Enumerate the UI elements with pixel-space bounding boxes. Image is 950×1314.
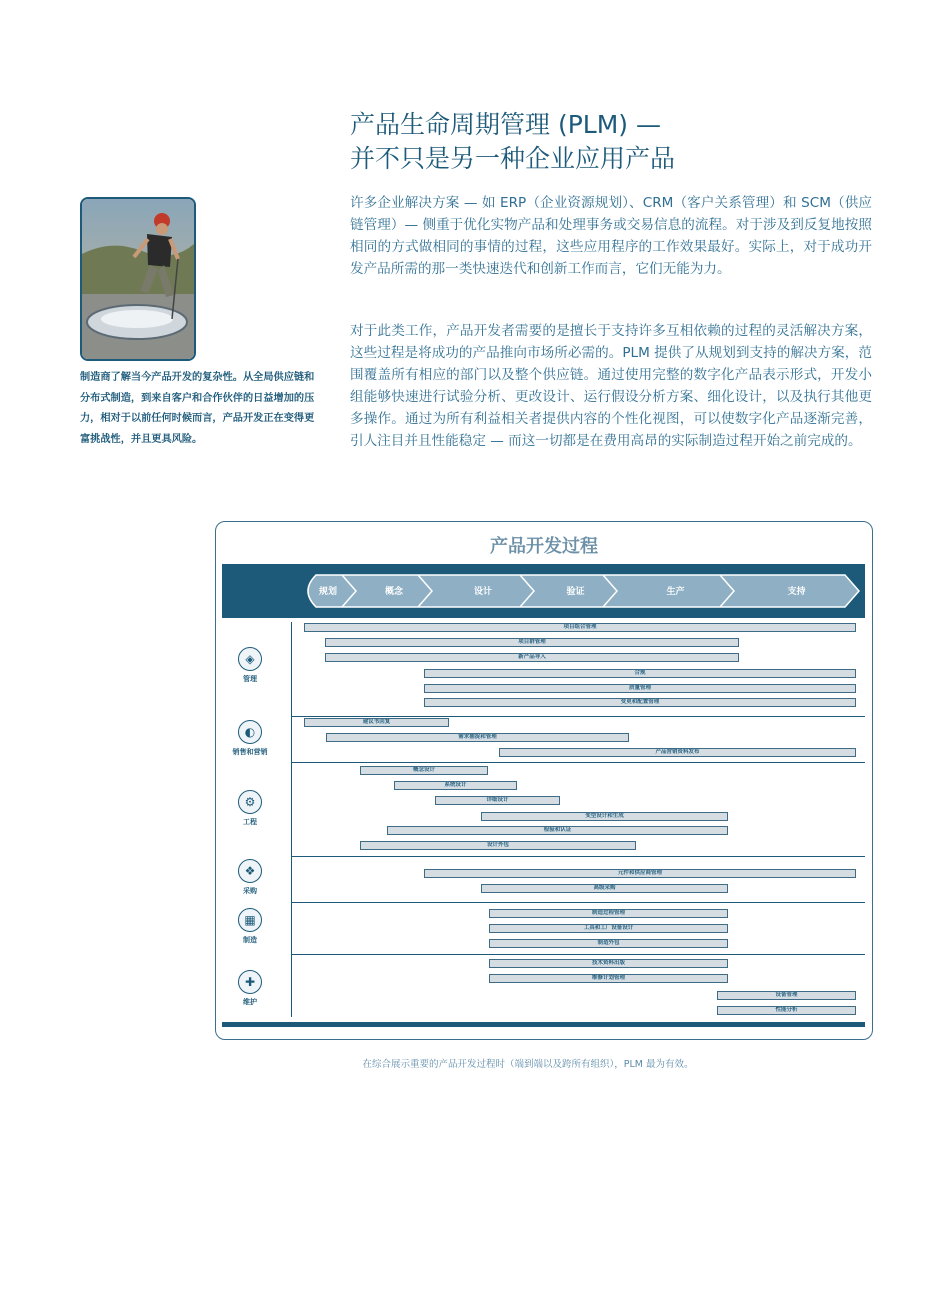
- category-sales-marketing: [222, 720, 278, 757]
- row-separator: [291, 954, 865, 955]
- activity-bar: 新产品导入: [325, 653, 739, 662]
- category-manufacturing: [222, 908, 278, 945]
- category-label: 销售和营销: [232, 748, 268, 756]
- activity-bar: 性能分析: [717, 1006, 856, 1015]
- category-label: 采购: [243, 887, 257, 895]
- procurement-icon: ❖: [238, 859, 262, 883]
- activity-bar: 高级采购: [481, 884, 728, 893]
- activity-bar: 详细设计: [435, 796, 560, 805]
- activity-bar: 合规: [424, 669, 856, 678]
- title-line-1: 产品生命周期管理 (PLM) —: [350, 110, 661, 139]
- management-icon: ◈: [238, 647, 262, 671]
- category-engineering: [222, 790, 278, 827]
- activity-bar: 变型设计和生成: [481, 812, 728, 821]
- engineering-icon: ⚙: [238, 790, 262, 814]
- activity-bar: 概念设计: [360, 766, 488, 775]
- category-label: 管理: [243, 675, 257, 683]
- maintenance-icon: ✚: [238, 970, 262, 994]
- sales-marketing-icon: ◐: [238, 720, 262, 744]
- category-procurement: [222, 859, 278, 896]
- activity-bar: 变更和配置管理: [424, 698, 856, 707]
- figure-caption: 在综合展示重要的产品开发过程时（端到端以及跨所有组织），PLM 最为有效。: [362, 1059, 694, 1070]
- skater-photo: [80, 197, 196, 361]
- activity-bar: 检验和认证: [387, 826, 728, 835]
- activity-bar: 项目组合管理: [304, 623, 856, 632]
- title-line-2: 并不只是另一种企业应用产品: [350, 144, 676, 173]
- phase-chevrons: [222, 564, 865, 618]
- row-separator: [291, 716, 865, 717]
- category-divider: [291, 622, 292, 1017]
- diagram-title: 产品开发过程: [490, 536, 598, 557]
- activity-bar: 质量管理: [424, 684, 856, 693]
- phase-label: 规划: [318, 587, 338, 597]
- activity-bar: 制造外包: [489, 939, 728, 948]
- activity-bar: 工具和工厂设备设计: [489, 924, 728, 933]
- category-management: [222, 647, 278, 684]
- activity-bar: 产品营销资料发布: [499, 748, 856, 757]
- activity-bar: 设计外包: [360, 841, 636, 850]
- category-maintenance: [222, 970, 278, 1007]
- page-title: [350, 108, 675, 176]
- manufacturing-icon: ▦: [238, 908, 262, 932]
- activity-bar: 维修计划管理: [489, 974, 728, 983]
- category-label: 工程: [243, 818, 257, 826]
- phase-label: 设计: [473, 587, 493, 597]
- phase-label: 生产: [666, 587, 685, 597]
- sidebar-caption: 制造商了解当今产品开发的复杂性。从全局供应链和分布式制造，到来自客户和合作伙伴的日益增加的压力，相对于以前任何时候而言，产品开发正在变得更富挑战性，并且更具风险。: [80, 372, 315, 445]
- activity-bar: 系统设计: [394, 781, 517, 790]
- activity-bar: 项目群管理: [325, 638, 739, 647]
- phase-label: 支持: [787, 587, 806, 597]
- activity-bar: 需求捕捉和管理: [326, 733, 629, 742]
- activity-bar: 技术资料出版: [489, 959, 728, 968]
- row-separator: [291, 902, 865, 903]
- row-separator: [291, 762, 865, 763]
- phase-label: 验证: [566, 587, 585, 597]
- intro-paragraph: 许多企业解决方案 — 如 ERP（企业资源规划）、CRM（客户关系管理）和 SCM（供应链管理）— 侧重于优化实物产品和处理事务或交易信息的流程。对于涉及到反复地按照相同的方式做相同的事情的过程，这些应用程序的工作效果最好。实际上，对于成功开发产品所需的那一类快速迭代和创新工作而言，它们无能为力。: [350, 195, 872, 277]
- row-separator: [291, 856, 865, 857]
- category-label: 维护: [243, 998, 257, 1006]
- activity-bar: 建议书回复: [304, 718, 449, 727]
- activity-bar: 设备管理: [717, 991, 856, 1000]
- plm-paragraph: 对于此类工作，产品开发者需要的是擅长于支持许多互相依赖的过程的灵活解决方案，这些过程是将成功的产品推向市场所必需的。PLM 提供了从规划到支持的解决方案，范围覆盖所有相应的部门以及整个供应链。通过使用完整的数字化产品表示形式，开发小组能够快速进行试验分析、更改设计、运行假设分析方案、细化设计，以及执行其他更多操作。通过为所有利益相关者提供内容的个性化视图，可以使数字化产品逐渐完善，引人注目并且性能稳定 — 而这一切都是在费用高昂的实际制造过程开始之前完成的。: [350, 323, 872, 449]
- category-label: 制造: [243, 936, 257, 944]
- activity-bar: 元件和供应商管理: [424, 869, 856, 878]
- activity-bar: 制造过程管理: [489, 909, 728, 918]
- bottom-band: [222, 1022, 865, 1027]
- process-diagram: [215, 521, 873, 1040]
- phase-label: 概念: [384, 587, 404, 597]
- phase-band: [222, 564, 865, 618]
